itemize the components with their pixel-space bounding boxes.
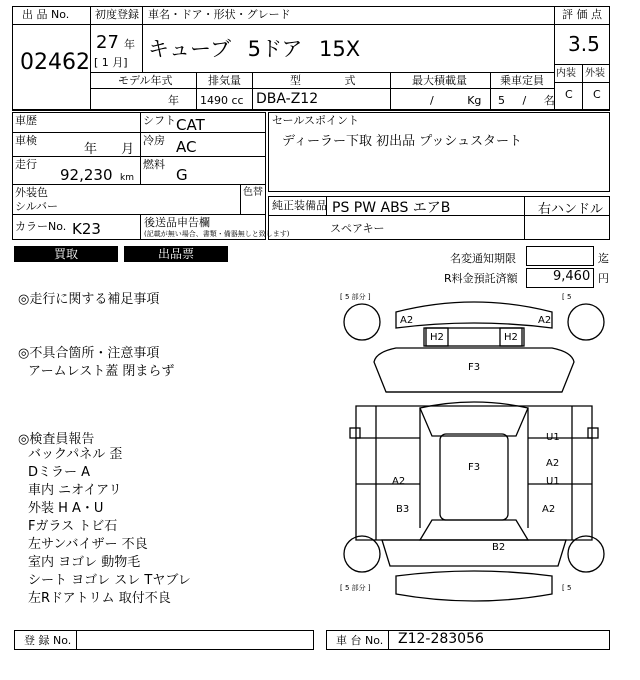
damage-mark: B2	[492, 542, 506, 553]
load-value: / Kg	[430, 94, 482, 107]
inspector-item: 車内 ニオイアリ	[28, 483, 122, 498]
mileage-unit: km	[120, 173, 134, 183]
inspector-item: Fガラス トビ石	[28, 519, 118, 534]
exterior-grade: C	[593, 88, 601, 101]
damage-mark: U1	[546, 476, 560, 487]
tag-listing-sheet: 出品票	[124, 246, 228, 262]
vehicle-name: キューブ 5ドア 15X	[148, 37, 361, 61]
damage-mark: A2	[542, 504, 556, 515]
ac-value: AC	[176, 138, 197, 156]
fuel-value: G	[176, 166, 188, 184]
steering-value: 右ハンドル	[538, 202, 604, 217]
chassis-label: 車 台 No.	[336, 634, 384, 647]
spare-key: スペアキー	[330, 222, 385, 235]
shift-value: CAT	[176, 116, 205, 134]
reg-month: [ 1 月]	[94, 56, 128, 69]
lot-label: 出 品 No.	[22, 8, 70, 21]
damage-mark: B3	[396, 504, 410, 515]
exterior-label: 外装	[585, 68, 605, 79]
recycle-label: R料金預託済額	[444, 272, 518, 285]
vehicle-diagram	[336, 288, 612, 616]
color-no-label: カラーNo.	[15, 220, 67, 233]
load-label: 最大積載量	[412, 74, 467, 87]
inspector-item: 外装 H A・U	[28, 501, 104, 516]
inspector-item: Dミラー A	[28, 465, 91, 480]
exterior-color-value: シルバー	[15, 200, 58, 213]
chassis-no: Z12-283056	[398, 631, 484, 647]
name-change-label: 名変通知期限	[450, 252, 516, 265]
followup-note: (記載が無い場合、書類・備器無しと致します)	[144, 230, 290, 238]
followup-label: 後送品申告欄	[144, 216, 210, 229]
equipment-value: PS PW ABS エアB	[332, 200, 451, 216]
interior-label: 内装	[556, 68, 576, 79]
color-change-label: 色替	[243, 187, 263, 198]
name-change-unit: 迄	[598, 252, 609, 265]
damage-mark: A2	[392, 476, 406, 487]
inspector-item: 左サンバイザー 不良	[28, 537, 148, 552]
exterior-color-label: 外装色	[15, 186, 48, 199]
inspector-title: ◎検査員報告	[18, 432, 95, 447]
displacement: 1490 cc	[200, 94, 244, 107]
grade-value: 3.5	[568, 32, 600, 56]
type-label: 型 式	[290, 74, 356, 87]
reg-no-label: 登 録 No.	[24, 634, 72, 647]
tag-buyout: 買取	[14, 246, 118, 262]
recycle-amount: 9,460	[553, 269, 591, 284]
tire-label: [ 5 部分 ]	[340, 293, 371, 301]
mileage-label: 走行	[15, 158, 37, 171]
damage-mark: H2	[430, 332, 444, 343]
damage-mark: A2	[538, 315, 552, 326]
defect-title: ◎不具合箇所・注意事項	[18, 346, 160, 361]
fuel-label: 燃料	[143, 158, 165, 171]
model-code: DBA-Z12	[256, 91, 319, 107]
inspector-item: シート ヨゴレ スレ Tヤブレ	[28, 573, 191, 588]
tire-label: [ 5 部分 ]	[340, 584, 371, 592]
inspector-item: 室内 ヨゴレ 動物毛	[28, 555, 141, 570]
color-no-value: K23	[72, 220, 101, 238]
vehicle-label: 車名・ドア・形状・グレード	[148, 8, 291, 21]
lot-number: 02462	[20, 50, 90, 75]
damage-mark: H2	[504, 332, 518, 343]
equipment-label: 純正装備品	[272, 199, 327, 212]
tire-label: [ 5	[562, 293, 572, 301]
capacity-value: 5 / 名	[498, 94, 555, 107]
inspector-item: 左Rドアトリム 取付不良	[28, 591, 171, 606]
damage-mark: A2	[546, 458, 560, 469]
driving-title: ◎走行に関する補足事項	[18, 292, 160, 307]
sales-point-label: セールスポイント	[272, 114, 360, 127]
tire-label: [ 5	[562, 584, 572, 592]
inspector-list	[28, 446, 191, 608]
grade-label: 評 価 点	[562, 8, 602, 21]
inspection-label: 車検	[15, 134, 37, 147]
recycle-unit: 円	[598, 272, 609, 285]
mileage-value: 92,230	[60, 166, 113, 184]
name-change-box	[526, 246, 594, 266]
interior-grade: C	[565, 88, 573, 101]
ac-label: 冷房	[143, 134, 165, 147]
inspector-item: バックパネル 歪	[28, 447, 123, 462]
model-year-unit: 年	[168, 94, 179, 107]
displacement-label: 排気量	[208, 74, 241, 87]
damage-mark: F3	[468, 462, 481, 473]
defect-item: アームレスト蓋 閉まらず	[28, 364, 175, 379]
capacity-label: 乗車定員	[500, 74, 544, 87]
reg-year: 27	[96, 32, 119, 53]
history-label: 車歴	[15, 114, 37, 127]
damage-mark: A2	[400, 315, 414, 326]
model-year-label: モデル年式	[118, 74, 173, 87]
damage-mark: U1	[546, 432, 560, 443]
sales-point-text: ディーラー下取 初出品 プッシュスタート	[282, 134, 523, 149]
damage-mark: F3	[468, 362, 481, 373]
inspection-value: 年 月	[84, 142, 135, 157]
year-unit: 年	[124, 38, 135, 51]
first-reg-label: 初度登録	[95, 8, 139, 21]
shift-label: シフト	[143, 114, 176, 127]
